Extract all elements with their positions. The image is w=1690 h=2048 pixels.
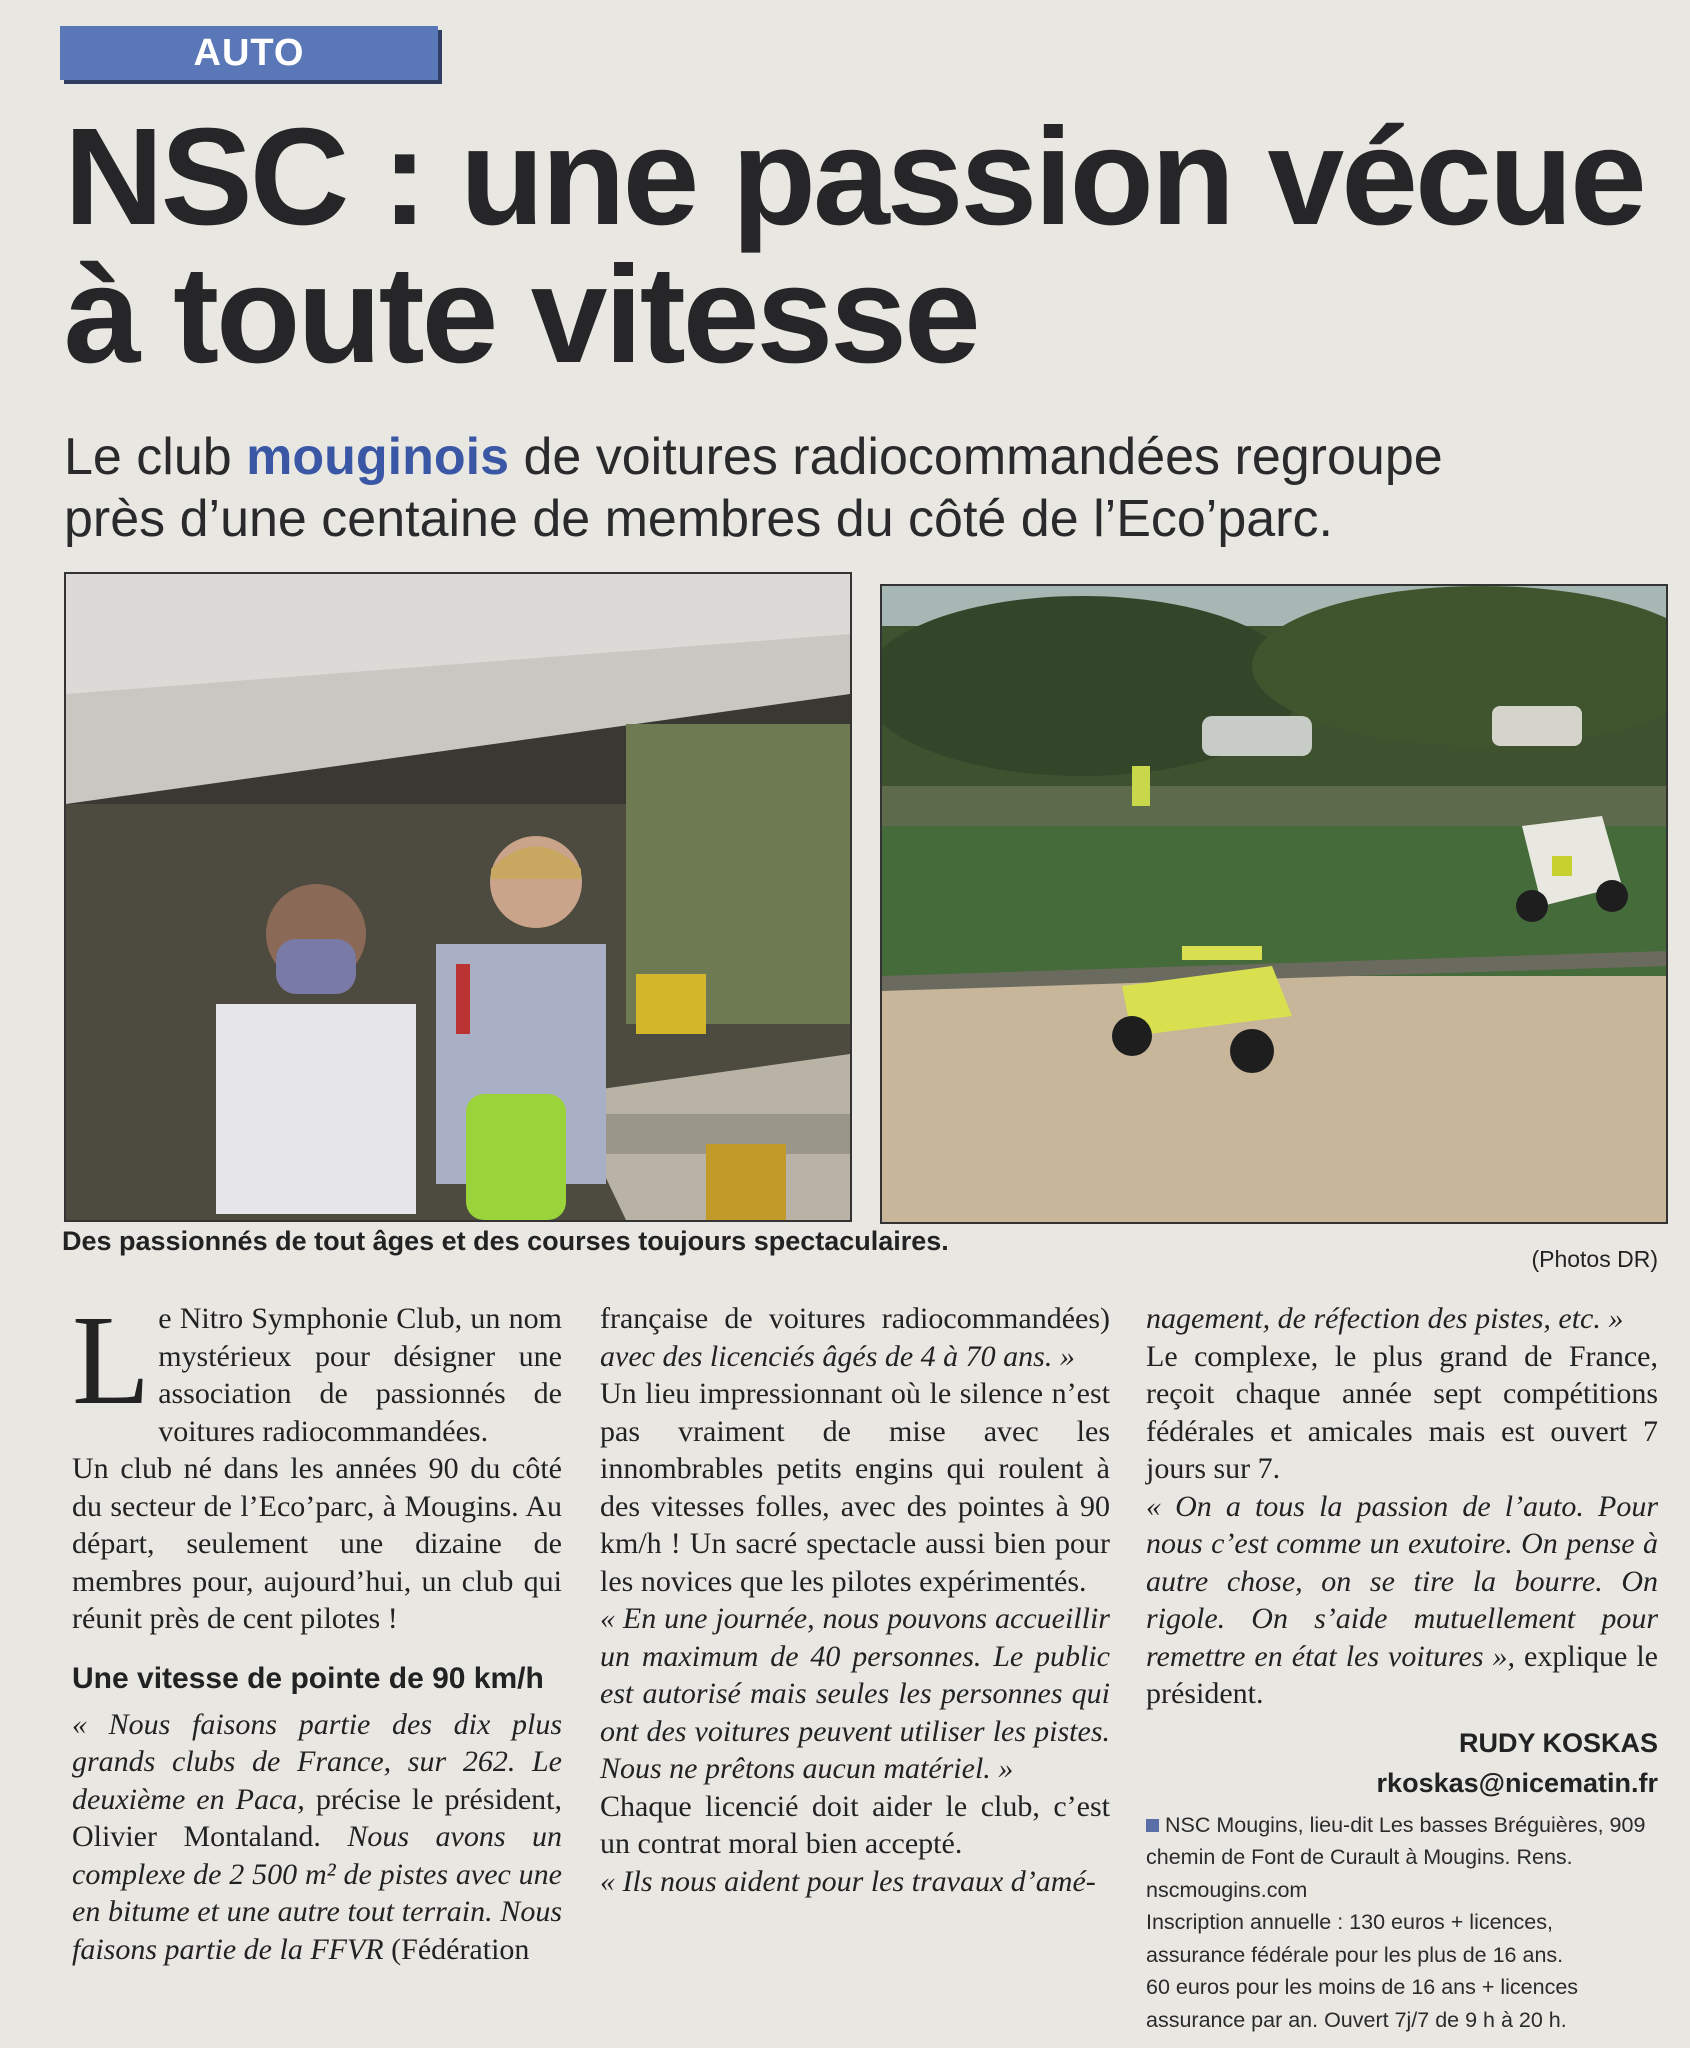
subheading: Une vitesse de pointe de 90 km/h bbox=[72, 1661, 544, 1695]
paragraph-quote-3: « Ils nous aident pour les travaux d’amé- bbox=[600, 1864, 1096, 1898]
info-address: NSC Mougins, lieu-dit Les basses Bréguières, 909 chemin de Font de Curault à Mougins. Rens. nscmougins.com bbox=[1146, 1812, 1646, 1902]
quote-1c: Nous avons un complexe de 2 500 m² de pistes avec une en bitume et une autre tout terrain. Nous faisons partie de la FFVR bbox=[72, 1820, 562, 1966]
headline bbox=[64, 100, 1664, 392]
section-rubric: AUTO bbox=[60, 26, 438, 80]
paragraph-members: Chaque licencié doit aider le club, c’est un contrat moral bien accepté. bbox=[600, 1789, 1110, 1860]
paragraph-history: Un club né dans les années 90 du côté du secteur de l’Eco’parc, à Mougins. Au départ, seulement une dizaine de membres pour, aujourd’hui, un club qui réunit près de cent pilotes ! bbox=[72, 1452, 562, 1635]
photo-caption: Des passionnés de tout âges et des courses toujours spectaculaires. bbox=[62, 1226, 949, 1256]
intro-text: e Nitro Symphonie Club, un nom mystérieux pour désigner une association de passionnés de voitures radiocommandées. bbox=[158, 1302, 562, 1448]
paragraph-quote-3-end: nagement, de réfection des pistes, etc. » bbox=[1146, 1302, 1624, 1335]
headline-line-1: NSC : une passion vécue bbox=[64, 100, 1644, 254]
deck-line-2: près d’une centaine de membres du côté de l’Eco’parc. bbox=[64, 490, 1333, 548]
paragraph-federation bbox=[600, 1300, 1110, 1375]
article-column-3 bbox=[1146, 1300, 1658, 2036]
dropcap: L bbox=[72, 1289, 151, 1431]
paragraph-quote-2: « En une journée, nous pouvons accueillir un maximum de 40 personnes. Le public est autorisé mais seules les personnes qui ont des voitures peuvent utiliser les pistes. Nous ne prêtons aucun matériel. » bbox=[600, 1602, 1110, 1785]
paragraph-intro bbox=[72, 1289, 562, 1450]
quote-1d: (Fédération bbox=[391, 1932, 530, 1966]
info-square-icon bbox=[1146, 1819, 1159, 1832]
headline-line-2: à toute vitesse bbox=[64, 238, 978, 392]
deck-highlight: mouginois bbox=[246, 428, 510, 486]
info-fee-children: 60 euros pour les moins de 16 ans + licences assurance par an. Ouvert 7j/7 de 9 h à 20 h. bbox=[1146, 1975, 1579, 2032]
quote-4-attribution: explique le président. bbox=[1146, 1639, 1658, 1710]
paragraph-quote-1 bbox=[72, 1706, 562, 1969]
practical-info bbox=[1146, 1809, 1658, 2037]
paragraph-quote-4 bbox=[1146, 1488, 1658, 1713]
info-fee-adults: Inscription annuelle : 130 euros + licences, assurance fédérale pour les plus de 16 ans. bbox=[1146, 1910, 1564, 1967]
article-column-1 bbox=[72, 1289, 563, 1968]
federation-quote: avec des licenciés âgés de 4 à 70 ans. » bbox=[600, 1339, 1075, 1373]
quote-1a: « Nous faisons partie des dix plus grands clubs de France, sur 262. Le deuxième en Paca, bbox=[72, 1707, 562, 1816]
photo-credit: (Photos DR) bbox=[1531, 1246, 1658, 1272]
paragraph-complex: Le complexe, le plus grand de France, reçoit chaque année sept compétitions fédérales et amicales mais est ouvert 7 jours sur 7. bbox=[1146, 1339, 1658, 1485]
quote-4: « On a tous la passion de l’auto. Pour nous c’est comme un exutoire. On pense à autre chose, on se tire la bourre. On rigole. On s’aide mutuellement pour remettre en état les voitures », bbox=[1146, 1489, 1658, 1673]
federation-text: française de voitures radiocommandées) bbox=[600, 1302, 1110, 1335]
author-email[interactable]: rkoskas@nicematin.fr bbox=[1376, 1767, 1658, 1798]
photo-left bbox=[64, 572, 852, 1222]
paragraph-location: Un lieu impressionnant où le silence n’est pas vraiment de mise avec les innombrables petits engins qui roulent à des vitesses folles, avec des pointes à 90 km/h ! Un sacré spectacle aussi bien pour les novices que les pilotes expérimentés. bbox=[600, 1377, 1110, 1598]
byline bbox=[1146, 1723, 1658, 1803]
photo-right bbox=[880, 584, 1668, 1224]
photo-rc-cars-racing-icon bbox=[882, 586, 1666, 1222]
deck-part-1: Le club bbox=[64, 428, 247, 486]
author-name: RUDY KOSKAS bbox=[1458, 1727, 1658, 1758]
deck bbox=[64, 426, 1644, 550]
photo-kids-with-rc-cars-icon bbox=[66, 574, 850, 1220]
deck-part-2: de voitures radiocommandées regroupe bbox=[509, 428, 1443, 486]
quote-1-attribution: précise le président, Olivier Montaland. bbox=[72, 1782, 563, 1853]
article-column-2 bbox=[600, 1300, 1110, 1900]
